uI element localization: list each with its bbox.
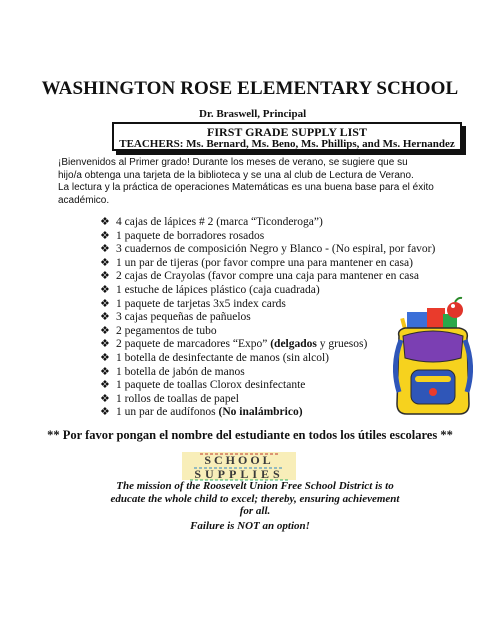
supply-item-text: 2 paquete de marcadores “Expo”: [116, 338, 271, 351]
title-box: [112, 122, 462, 151]
intro-line: académico.: [58, 194, 110, 206]
mission-line: for all.: [239, 505, 271, 517]
diamond-bullet-icon: ❖: [100, 379, 110, 392]
supply-item-text: 1 estuche de lápices plástico (caja cuadrada): [116, 283, 320, 296]
supply-item-text: 1 rollos de toallas de papel: [116, 392, 239, 405]
supply-item-emphasis: (No inalámbrico): [218, 406, 303, 419]
supply-item-text: 1 paquete de toallas Clorox desinfectante: [116, 379, 306, 392]
diamond-bullet-icon: ❖: [100, 256, 110, 269]
svg-text:SUPPLIES: SUPPLIES: [194, 467, 284, 481]
supply-item: [100, 230, 450, 244]
diamond-bullet-icon: ❖: [100, 243, 110, 256]
supply-item: [100, 257, 450, 271]
supply-item-text: 1 un par de tijeras (por favor compre una para mantener en casa): [116, 256, 413, 269]
diamond-bullet-icon: ❖: [100, 270, 110, 283]
supply-item-text: 1 botella de desinfectante de manos (sin alcol): [116, 351, 329, 364]
supply-item-text: 1 un par de audífonos: [116, 406, 219, 419]
supply-item-text: 2 cajas de Crayolas (favor compre una caja para mantener en casa: [116, 270, 419, 283]
svg-text:SCHOOL: SCHOOL: [204, 453, 274, 467]
supply-item-text: 2 pegamentos de tubo: [116, 324, 217, 337]
backpack-illustration: [393, 296, 473, 418]
supply-item-text: 1 paquete de tarjetas 3x5 index cards: [116, 297, 286, 310]
intro-line: hijo/a obtenga una tarjeta de la biblioteca y se una al club de Lectura de Verano.: [58, 169, 414, 181]
motto: Failure is NOT an option!: [190, 520, 310, 532]
diamond-bullet-icon: ❖: [100, 283, 110, 296]
diamond-bullet-icon: ❖: [100, 351, 110, 364]
intro-line: ¡Bienvenidos al Primer grado! Durante los meses de verano, se sugiere que su: [58, 157, 408, 168]
supply-item-text: 1 botella de jabón de manos: [116, 365, 245, 378]
supply-item-text: 1 paquete de borradores rosados: [116, 229, 265, 242]
school-supplies-logo: [180, 450, 298, 482]
diamond-bullet-icon: ❖: [100, 392, 110, 405]
intro-line: La lectura y la práctica de operaciones Matemáticas es una buena base para el éxito: [58, 182, 434, 193]
diamond-bullet-icon: ❖: [100, 297, 110, 310]
supply-item-text-after: y gruesos): [316, 338, 368, 351]
diamond-bullet-icon: ❖: [100, 406, 110, 419]
supply-item: [100, 216, 450, 230]
supply-item-text: 3 cajas pequeñas de pañuelos: [116, 311, 251, 324]
supply-list-title: FIRST GRADE SUPPLY LIST: [207, 125, 367, 139]
mission-statement: [105, 480, 405, 518]
mission-line: The mission of the Roosevelt Union Free School District is to: [116, 480, 394, 492]
supply-item: [100, 270, 450, 284]
diamond-bullet-icon: ❖: [100, 324, 110, 337]
supply-item-emphasis: (delgados: [270, 338, 317, 351]
diamond-bullet-icon: ❖: [100, 216, 110, 228]
supply-item-text: 4 cajas de lápices # 2 (marca “Ticonderoga”): [116, 216, 323, 228]
intro-paragraph: [58, 157, 453, 207]
label-reminder-note: ** Por favor pongan el nombre del estudiante en todos los útiles escolares **: [47, 428, 453, 442]
school-name: WASHINGTON ROSE ELEMENTARY SCHOOL: [41, 78, 459, 99]
diamond-bullet-icon: ❖: [100, 229, 110, 242]
diamond-bullet-icon: ❖: [100, 311, 110, 324]
teachers-line: TEACHERS: Ms. Bernard, Ms. Beno, Ms. Phillips, and Ms. Hernandez: [119, 138, 455, 150]
supply-item: [100, 243, 450, 257]
diamond-bullet-icon: ❖: [100, 338, 110, 351]
supply-item-text: 3 cuadernos de composición Negro y Blanco - (No espiral, por favor): [116, 243, 436, 256]
mission-line: educate the whole child to excel; thereby, ensuring achievement: [110, 492, 400, 505]
principal-name: Dr. Braswell, Principal: [199, 108, 307, 120]
diamond-bullet-icon: ❖: [100, 365, 110, 378]
